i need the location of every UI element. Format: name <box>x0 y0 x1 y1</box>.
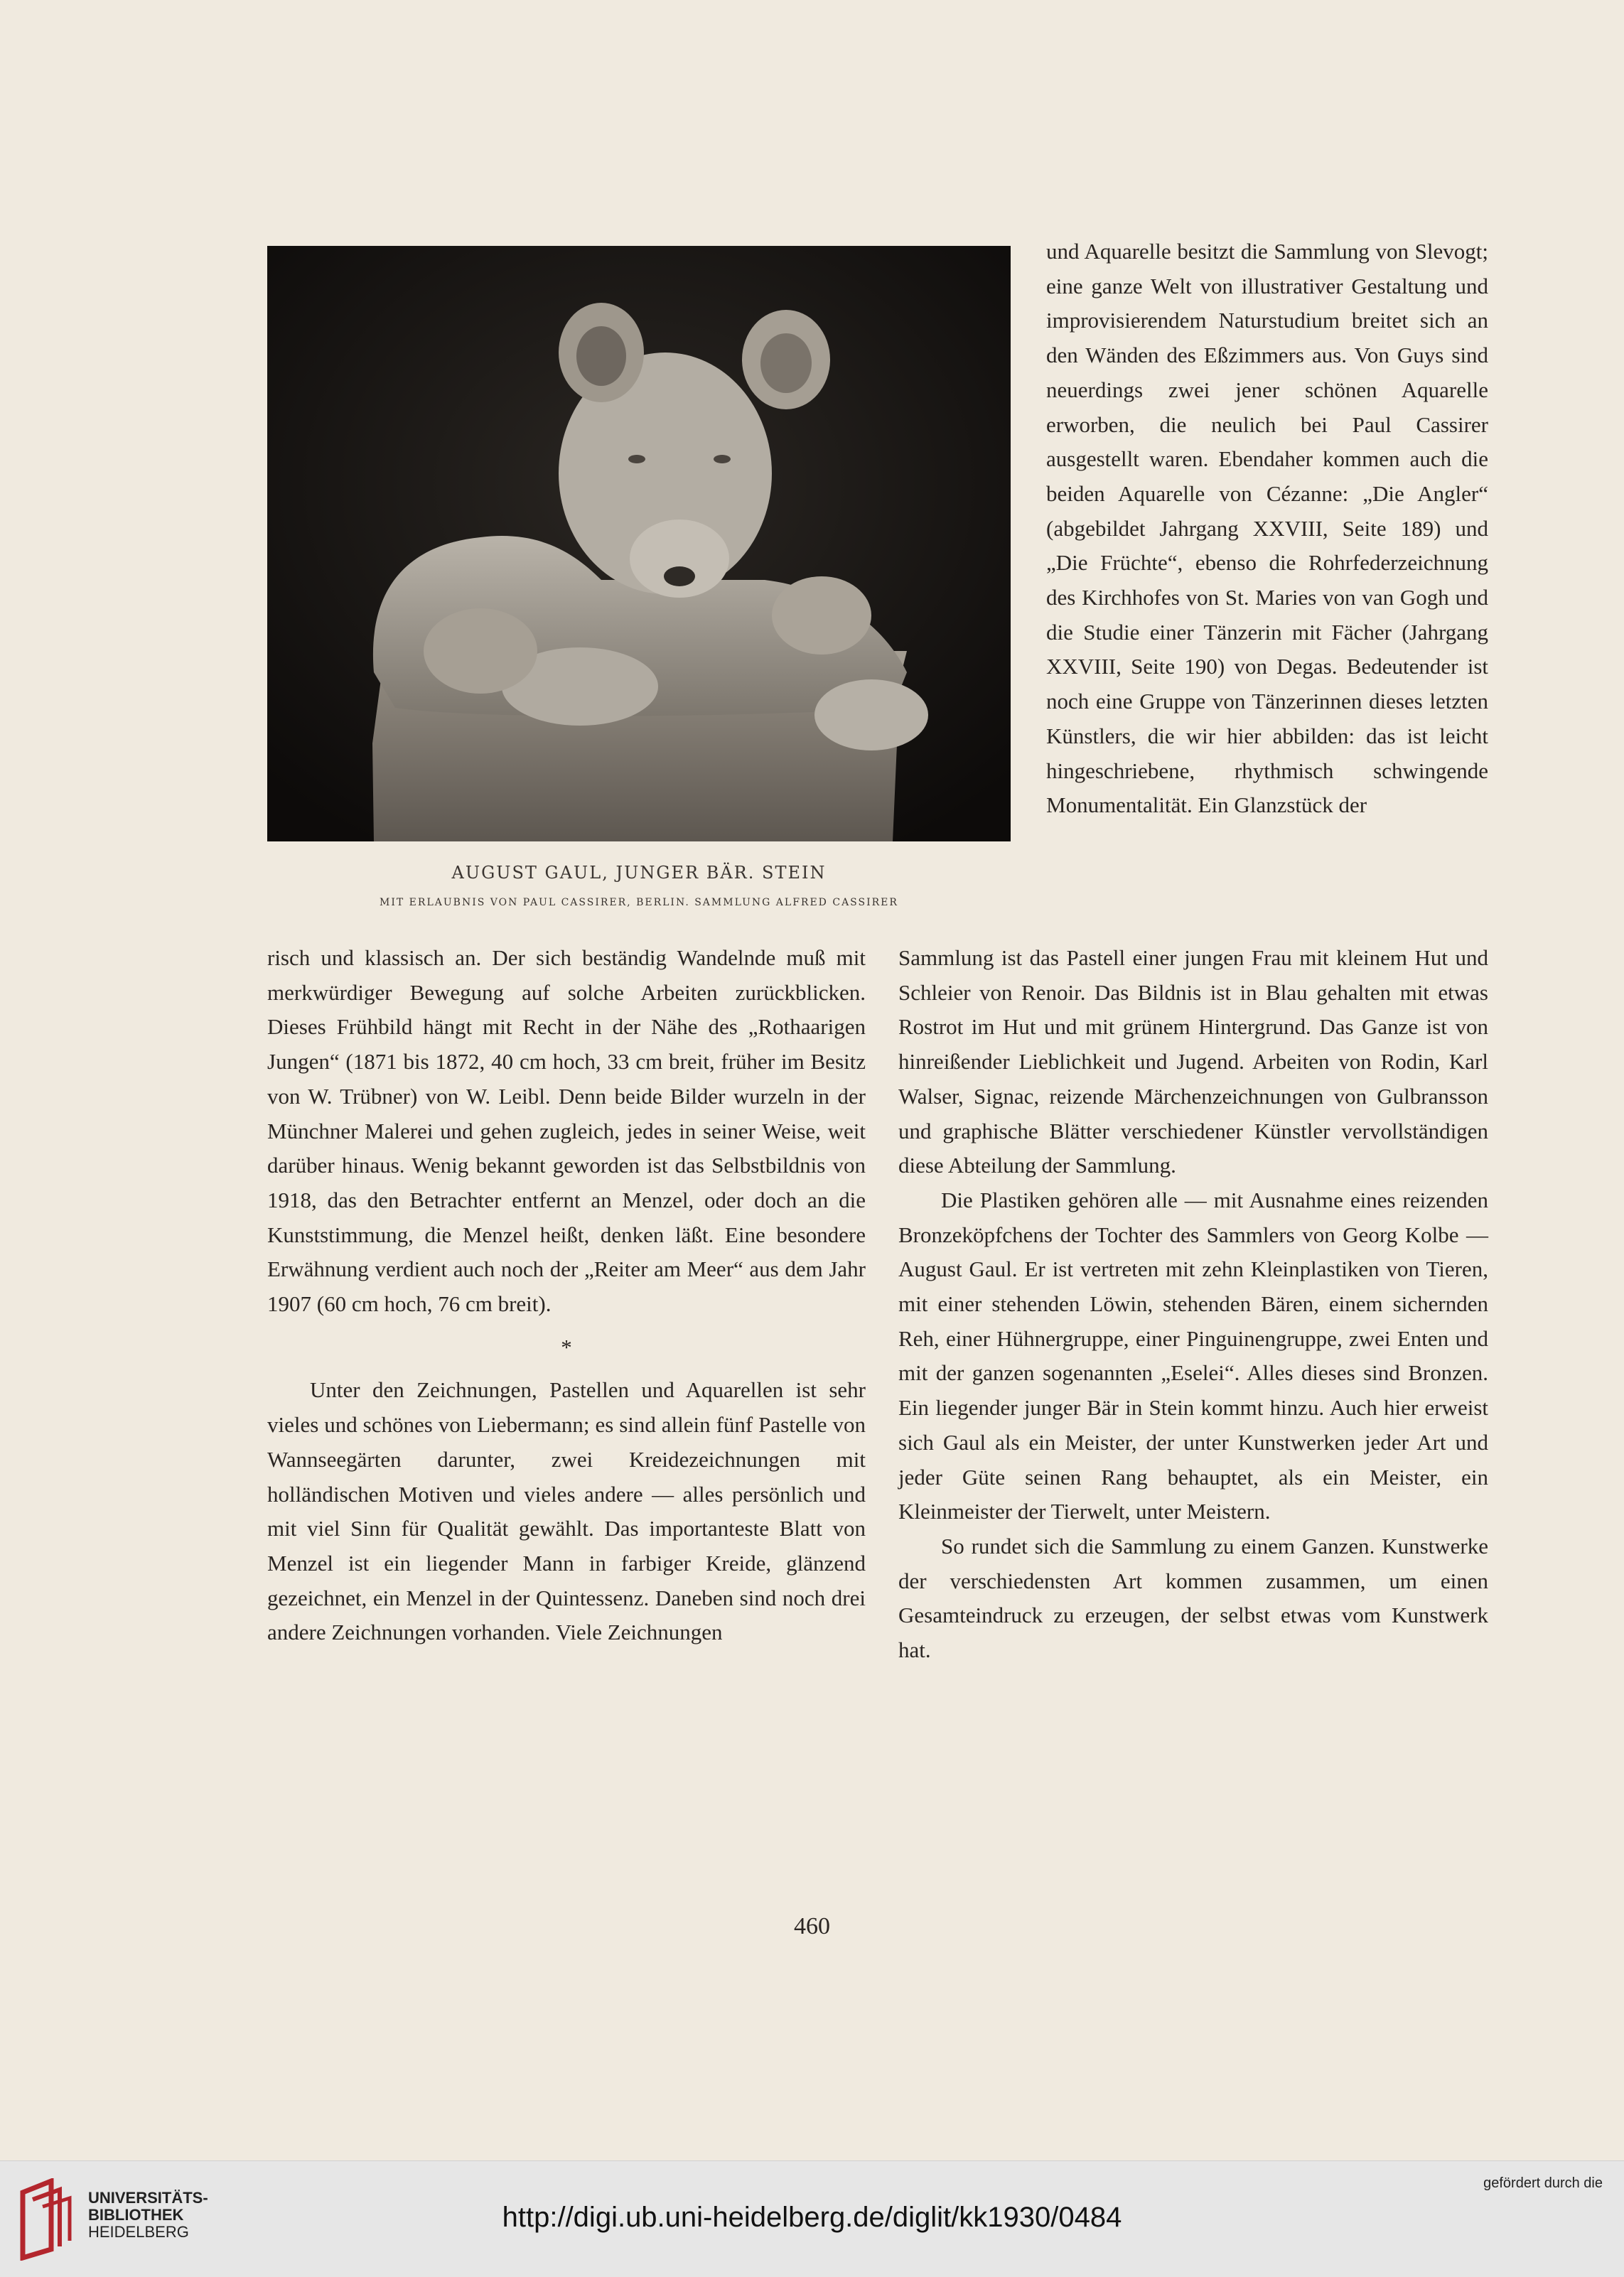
sculpture-photo <box>267 246 1011 841</box>
figure-caption: AUGUST GAUL, JUNGER BÄR. STEIN <box>451 863 827 883</box>
bear-sculpture-image <box>267 246 1011 841</box>
library-name-line: BIBLIOTHEK <box>88 2206 184 2224</box>
paragraph: risch und klassisch an. Der sich beständig Wandelnde muß mit merkwürdiger Bewegung auf solche Arbeiten zurückblicken. Dieses Frühbild hängt mit Recht in der Nähe des „Rothaarigen Jungen“ (1871 bis 1872, 40 cm hoch, 33 cm breit, früher im Besitz von W. Trübner) von W. Leibl. Denn beide Bilder wurzeln in der Münchner Malerei und gehen zugleich, jedes in seiner Weise, weit darüber hinaus. Wenig bekannt geworden ist das Selbstbildnis von 1918, das den Betrachter entfernt an Menzel, oder doch an die Kunststimmung, die Menzel heißt, denken läßt. Eine besondere Erwähnung verdient auch noch der „Reiter am Meer“ aus dem Jahr 1907 (60 cm hoch, 76 cm breit). <box>267 945 866 1317</box>
paragraph: Sammlung ist das Pastell einer jungen Frau mit kleinem Hut und Schleier von Renoir. Das Bildnis ist in Blau gehalten mit etwas Rostrot im Hut und mit grünem Hintergrund. Das Ganze ist von hinreißender Lieblichkeit und Jugend. Arbeiten von Rodin, Karl Walser, Signac, reizende Märchenzeichnungen von Gulbransson und graphische Blätter verschiedener Künstler vervollständigen diese Abteilung der Sammlung. <box>898 945 1488 1178</box>
page-number: 460 <box>794 1913 830 1939</box>
funding-label: gefördert durch die <box>1483 2175 1603 2191</box>
text-column-left <box>267 941 866 1650</box>
footer-bar <box>0 2160 1624 2277</box>
figure-credit: MIT ERLAUBNIS VON PAUL CASSIRER, BERLIN. SAMMLUNG ALFRED CASSIRER <box>380 897 898 908</box>
text-column-right <box>898 941 1488 1668</box>
paragraph: Unter den Zeichnungen, Pastellen und Aquarellen ist sehr vieles und schönes von Liebermann; es sind allein fünf Pastelle von Wannseegärten darunter, zwei Kreidezeichnungen mit holländischen Motiven und vieles andere — alles persönlich und mit viel Sinn für Qualität gewählt. Das importanteste Blatt von Menzel ist ein liegender Mann in farbiger Kreide, glänzend gezeichnet, ein Menzel in der Quintessenz. Daneben sind noch drei andere Zeichnungen vorhanden. Viele Zeichnungen <box>267 1377 866 1645</box>
text-column-top-right <box>1046 235 1488 823</box>
paragraph: So rundet sich die Sammlung zu einem Ganzen. Kunstwerke der verschiedensten Art kommen zusammen, um einen Gesamteindruck zu erzeugen, der selbst etwas vom Kunstwerk hat. <box>898 1533 1488 1663</box>
paragraph: und Aquarelle besitzt die Sammlung von Slevogt; eine ganze Welt von illustrativer Gestaltung und improvisierendem Naturstudium breitet sich an den Wänden des Eßzimmers aus. Von Guys sind neuerdings zwei jener schönen Aquarelle erworben, die neulich bei Paul Cassirer ausgestellt waren. Ebendaher kommen auch die beiden Aquarelle von Cézanne: „Die Angler“ (abgebildet Jahrgang XXVIII, Seite 189) und „Die Früchte“, ebenso die Rohrfederzeichnung des Kirchhofes von St. Maries von van Gogh und die Studie einer Tänzerin mit Fächer (Jahrgang XXVIII, Seite 190) von Degas. Bedeutender ist noch eine Gruppe von Tänzerinnen dieses letzten Künstlers, die wir hier abbilden: das ist leicht hingeschriebene, rhythmisch schwingende Monumentalität. Ein Glanzstück der <box>1046 239 1488 818</box>
library-name-line: HEIDELBERG <box>88 2223 189 2241</box>
paragraph: Die Plastiken gehören alle — mit Ausnahme eines reizenden Bronzeköpfchens der Tochter des Sammlers von Georg Kolbe — August Gaul. Er ist vertreten mit zehn Kleinplastiken von Tieren, mit einer stehenden Löwin, stehenden Bären, einem sichernden Reh, einer Hühnergruppe, einer Pinguinengruppe, zwei Enten und mit der ganzen sogenannten „Eselei“. Alles dieses sind Bronzen. Ein liegender junger Bär in Stein kommt hinzu. Auch hier erweist sich Gaul als ein Meister, der unter Kunstwerken jeder Art und jeder Güte seinen Rang behauptet, als ein Meister, ein Kleinmeister der Tierwelt, unter Meistern. <box>898 1187 1488 1524</box>
section-divider: * <box>561 1334 572 1360</box>
permalink-url[interactable]: http://digi.ub.uni-heidelberg.de/diglit/kk1930/0484 <box>502 2202 1122 2233</box>
library-name-line: UNIVERSITÄTS- <box>88 2189 208 2207</box>
